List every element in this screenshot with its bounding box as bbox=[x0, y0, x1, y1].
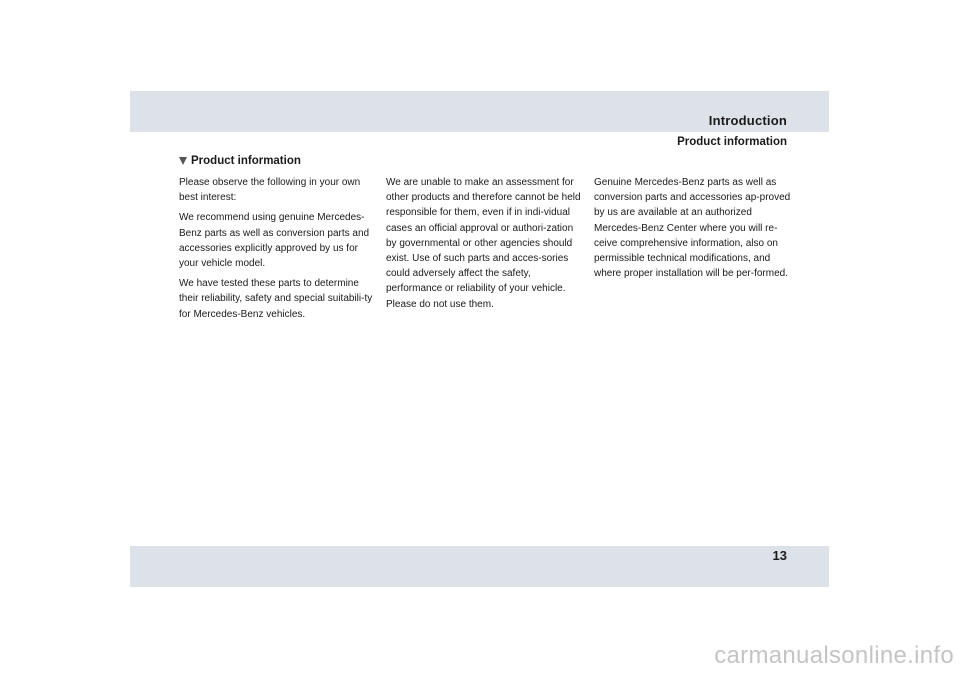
section-heading-text: Product information bbox=[191, 155, 301, 167]
paragraph: We recommend using genuine Mercedes-Benz parts as well as conversion parts and accessories explicitly approved by us for your vehicle model. bbox=[179, 212, 370, 270]
paragraph: Please observe the following in your own best interest: bbox=[179, 177, 361, 204]
chapter-title: Introduction bbox=[708, 113, 787, 128]
triangle-down-icon bbox=[179, 157, 187, 165]
footer-band bbox=[130, 546, 829, 587]
section-heading bbox=[179, 155, 301, 167]
text-column-2 bbox=[386, 175, 586, 317]
page-number: 13 bbox=[772, 548, 787, 563]
paragraph: Genuine Mercedes-Benz parts as well as conversion parts and accessories ap-proved by us are available at an authorized Mercedes-Benz Center where you will re-ceive comprehensive information, also on permissible technical modifications, and where proper installation will be per-formed. bbox=[594, 177, 791, 280]
paragraph: We have tested these parts to determine their reliability, safety and special suitabili-ty for Mercedes-Benz vehicles. bbox=[179, 278, 373, 320]
watermark: carmanualsonline.info bbox=[714, 642, 954, 669]
text-column-1 bbox=[179, 175, 379, 327]
text-column-3 bbox=[594, 175, 794, 286]
subchapter-title: Product information bbox=[677, 136, 787, 148]
paragraph: We are unable to make an assessment for other products and therefore cannot be held responsible for them, even if in indi-vidual cases an official approval or authori-zation by governmental or other agencies should exist. Use of such parts and acces-sories could adversely affect the safety, performance or reliability of your vehicle. Please do not use them. bbox=[386, 177, 581, 310]
